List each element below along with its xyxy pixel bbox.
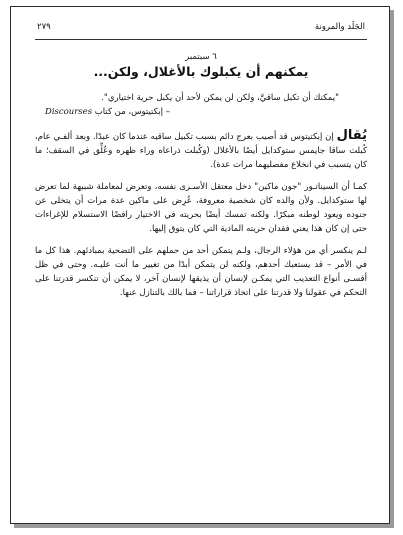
paragraph-2: كمـا أن السيناتـور "جون ماكين" دخل معتقل الأسـرى نفسه، وتعرض لمعاملة شبيهة لما تعرض لها ستوكدايل. ولأن والده كان شخصية معروفة، عُرِض على ماكين عدة مرات أن يتخلى عن جنوده ويعود لوطنه مبكرًا. ولكنه تمسك أيضًا بحريته في الاختيار رافضًا الاستسلام للإغراءات حتى إن كان هذا يعني فقدان حريته المادية التي كان يتوق إليها. [35,182,367,234]
entry-date: ٦ سبتمبر [185,52,217,62]
book-page [10,6,390,524]
epigraph-quote: "يمكنك أن تكبل ساقيَّ، ولكن لن يمكن لأحد أن يكبل حرية اختياري". [101,93,339,103]
body-text [35,129,367,300]
epigraph [35,91,367,119]
lead-word: يُقال [336,128,367,143]
paragraph-1-text: إن إبكتيتوس قد أصيب بعرج دائم بسبب تكبيل ساقيه عندما كان عبدًا. وبعد ألفـي عام، كُبلت ساقا جايمس ستوكدايل أيضًا بالأغلال (وكُبلت ذراعاه وراء ظهره وعُلِّق في السقف؛ ما كان يتسبب في انخلاع مفصليهما مرات عدة). [35,132,367,170]
epigraph-attribution: – إبكتيتوس، من كتاب [94,107,170,117]
running-header [35,15,367,40]
epigraph-source [35,105,339,119]
page-content [35,15,367,308]
page-number: ٢٧٩ [37,22,51,32]
paragraph-3: لـم ينكسر أي من هؤلاء الرجال، ولـم يتمكن أحد من حملهم على التضحية بمبادئهم. هذا كل ما في الأمر – قد يستعبك أحدهم، ولكنه لن يتمكن أبدًا من تغيير ما أنت عليـه. وحتى في ظل أقسـى أنواع التعذيب التي يمكـن لإنسان أن يذيقها لإنسان آخر، لا يمكن أن تنكسر قدرتنا على التحكم في عقولنا ولا قدرتنا على اتخاذ قراراتنا – فما بالك بالتنازل عنها. [35,246,367,298]
entry-title: يمكنهم أن يكبلوك بالأغلال، ولكن... [93,64,309,79]
epigraph-work: Discourses [45,107,93,117]
running-title: الجَلَد والمرونة [314,22,365,32]
paragraph-1 [35,129,367,172]
